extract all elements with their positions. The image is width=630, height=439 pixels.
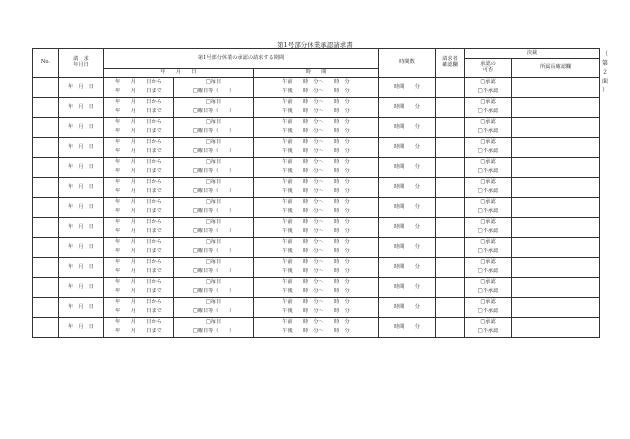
row-no[interactable] xyxy=(33,238,59,258)
form-title: 第1号部分休業承認請求書 xyxy=(277,41,353,49)
approve-checkbox[interactable]: □承認 xyxy=(465,198,512,208)
approve-checkbox[interactable]: □承認 xyxy=(465,218,512,228)
row-hours[interactable]: 時間 分 xyxy=(379,98,436,118)
reject-checkbox[interactable]: □不承認 xyxy=(465,168,512,178)
freq-weekday-checkbox[interactable]: □曜日等（ ） xyxy=(174,128,254,138)
row-supervisor-check[interactable] xyxy=(512,118,600,138)
row-request-date[interactable]: 年 月 日 xyxy=(59,318,104,338)
row-date-to[interactable]: 年 月 日まで xyxy=(104,168,174,178)
row-time-pm[interactable]: 午後 時 分～ 時 分 xyxy=(254,228,379,238)
row-supervisor-check[interactable] xyxy=(512,178,600,198)
row-no[interactable] xyxy=(33,318,59,338)
row-time-pm[interactable]: 午後 時 分～ 時 分 xyxy=(254,248,379,258)
header-supervisor: 所属長確認欄 xyxy=(512,59,600,78)
row-no[interactable] xyxy=(33,198,59,218)
table-row xyxy=(33,258,600,268)
header-request-date: 請 求 年月日 xyxy=(59,49,104,78)
approve-checkbox[interactable]: □承認 xyxy=(465,138,512,148)
row-time-am[interactable]: 午前 時 分～ 時 分 xyxy=(254,298,379,308)
row-hours[interactable]: 時間 分 xyxy=(379,278,436,298)
header-period: 第1号部分休業の承認の請求する期間 xyxy=(104,49,379,69)
row-time-am[interactable]: 午前 時 分～ 時 分 xyxy=(254,198,379,208)
row-requester-check[interactable] xyxy=(436,278,465,298)
row-date-from[interactable]: 年 月 日から xyxy=(104,98,174,108)
row-time-pm[interactable]: 午後 時 分～ 時 分 xyxy=(254,148,379,158)
row-date-from[interactable]: 年 月 日から xyxy=(104,158,174,168)
approve-checkbox[interactable]: □承認 xyxy=(465,158,512,168)
table-row xyxy=(33,298,600,308)
approve-checkbox[interactable]: □承認 xyxy=(465,318,512,328)
row-hours[interactable]: 時間 分 xyxy=(379,178,436,198)
row-time-pm[interactable]: 午後 時 分～ 時 分 xyxy=(254,88,379,98)
freq-everyday-checkbox[interactable]: □毎日 xyxy=(174,78,254,88)
row-date-from[interactable]: 年 月 日から xyxy=(104,278,174,288)
table-row xyxy=(33,138,600,148)
table-row xyxy=(33,78,600,88)
header-time-sub: 時 間 xyxy=(254,69,379,78)
row-time-am[interactable]: 午前 時 分～ 時 分 xyxy=(254,118,379,128)
row-time-am[interactable]: 午前 時 分～ 時 分 xyxy=(254,278,379,288)
row-time-am[interactable]: 午前 時 分～ 時 分 xyxy=(254,178,379,188)
row-time-pm[interactable]: 午後 時 分～ 時 分 xyxy=(254,168,379,178)
row-time-am[interactable]: 午前 時 分～ 時 分 xyxy=(254,218,379,228)
freq-weekday-checkbox[interactable]: □曜日等（ ） xyxy=(174,288,254,298)
freq-everyday-checkbox[interactable]: □毎日 xyxy=(174,118,254,128)
reject-checkbox[interactable]: □不承認 xyxy=(465,308,512,318)
table-row xyxy=(33,318,600,328)
row-time-am[interactable]: 午前 時 分～ 時 分 xyxy=(254,138,379,148)
freq-weekday-checkbox[interactable]: □曜日等（ ） xyxy=(174,108,254,118)
freq-everyday-checkbox[interactable]: □毎日 xyxy=(174,278,254,288)
row-no[interactable] xyxy=(33,98,59,118)
freq-everyday-checkbox[interactable]: □毎日 xyxy=(174,178,254,188)
freq-everyday-checkbox[interactable]: □毎日 xyxy=(174,198,254,208)
row-supervisor-check[interactable] xyxy=(512,158,600,178)
row-date-to[interactable]: 年 月 日まで xyxy=(104,228,174,238)
row-requester-check[interactable] xyxy=(436,258,465,278)
row-time-pm[interactable]: 午後 時 分～ 時 分 xyxy=(254,188,379,198)
table-row xyxy=(33,278,600,288)
row-supervisor-check[interactable] xyxy=(512,98,600,118)
row-request-date[interactable]: 年 月 日 xyxy=(59,278,104,298)
row-requester-check[interactable] xyxy=(436,198,465,218)
row-no[interactable] xyxy=(33,218,59,238)
row-supervisor-check[interactable] xyxy=(512,318,600,338)
row-time-am[interactable]: 午前 時 分～ 時 分 xyxy=(254,258,379,268)
freq-weekday-checkbox[interactable]: □曜日等（ ） xyxy=(174,228,254,238)
row-requester-check[interactable] xyxy=(436,298,465,318)
row-date-from[interactable]: 年 月 日から xyxy=(104,138,174,148)
row-requester-check[interactable] xyxy=(436,238,465,258)
freq-weekday-checkbox[interactable]: □曜日等（ ） xyxy=(174,88,254,98)
row-no[interactable] xyxy=(33,298,59,318)
row-no[interactable] xyxy=(33,78,59,98)
reject-checkbox[interactable]: □不承認 xyxy=(465,88,512,98)
table-row xyxy=(33,178,600,188)
header-no: No. xyxy=(33,49,59,78)
freq-weekday-checkbox[interactable]: □曜日等（ ） xyxy=(174,268,254,278)
row-date-from[interactable]: 年 月 日から xyxy=(104,258,174,268)
row-hours[interactable]: 時間 分 xyxy=(379,158,436,178)
freq-everyday-checkbox[interactable]: □毎日 xyxy=(174,138,254,148)
freq-weekday-checkbox[interactable]: □曜日等（ ） xyxy=(174,308,254,318)
table-row xyxy=(33,198,600,208)
row-date-from[interactable]: 年 月 日から xyxy=(104,238,174,248)
freq-everyday-checkbox[interactable]: □毎日 xyxy=(174,298,254,308)
approve-checkbox[interactable]: □承認 xyxy=(465,78,512,88)
row-supervisor-check[interactable] xyxy=(512,238,600,258)
row-hours[interactable]: 時間 分 xyxy=(379,298,436,318)
row-date-to[interactable]: 年 月 日まで xyxy=(104,288,174,298)
approve-checkbox[interactable]: □承認 xyxy=(465,278,512,288)
row-date-to[interactable]: 年 月 日まで xyxy=(104,268,174,278)
reject-checkbox[interactable]: □不承認 xyxy=(465,188,512,198)
row-supervisor-check[interactable] xyxy=(512,278,600,298)
row-time-pm[interactable]: 午後 時 分～ 時 分 xyxy=(254,328,379,338)
row-request-date[interactable]: 年 月 日 xyxy=(59,138,104,158)
row-supervisor-check[interactable] xyxy=(512,198,600,218)
row-date-to[interactable]: 年 月 日まで xyxy=(104,248,174,258)
header-date-sub: 年 月 日 xyxy=(104,69,254,78)
approve-checkbox[interactable]: □承認 xyxy=(465,178,512,188)
approve-checkbox[interactable]: □承認 xyxy=(465,258,512,268)
row-time-pm[interactable]: 午後 時 分～ 時 分 xyxy=(254,108,379,118)
row-time-am[interactable]: 午前 時 分～ 時 分 xyxy=(254,318,379,328)
reject-checkbox[interactable]: □不承認 xyxy=(465,108,512,118)
row-hours[interactable]: 時間 分 xyxy=(379,218,436,238)
reject-checkbox[interactable]: □不承認 xyxy=(465,208,512,218)
row-time-am[interactable]: 午前 時 分～ 時 分 xyxy=(254,98,379,108)
row-time-am[interactable]: 午前 時 分～ 時 分 xyxy=(254,158,379,168)
row-date-to[interactable]: 年 月 日まで xyxy=(104,128,174,138)
row-date-from[interactable]: 年 月 日から xyxy=(104,118,174,128)
table-row xyxy=(33,98,600,108)
row-supervisor-check[interactable] xyxy=(512,298,600,318)
request-table xyxy=(32,48,600,338)
approve-checkbox[interactable]: □承認 xyxy=(465,298,512,308)
row-time-pm[interactable]: 午後 時 分～ 時 分 xyxy=(254,268,379,278)
freq-everyday-checkbox[interactable]: □毎日 xyxy=(174,318,254,328)
header-hours: 時間数 xyxy=(379,49,436,78)
row-request-date[interactable]: 年 月 日 xyxy=(59,298,104,318)
row-requester-check[interactable] xyxy=(436,98,465,118)
row-hours[interactable]: 時間 分 xyxy=(379,118,436,138)
reject-checkbox[interactable]: □不承認 xyxy=(465,128,512,138)
reject-checkbox[interactable]: □不承認 xyxy=(465,248,512,258)
row-requester-check[interactable] xyxy=(436,178,465,198)
row-request-date[interactable]: 年 月 日 xyxy=(59,78,104,98)
row-hours[interactable]: 時間 分 xyxy=(379,198,436,218)
row-time-am[interactable]: 午前 時 分～ 時 分 xyxy=(254,238,379,248)
row-hours[interactable]: 時間 分 xyxy=(379,78,436,98)
row-requester-check[interactable] xyxy=(436,318,465,338)
row-request-date[interactable]: 年 月 日 xyxy=(59,98,104,118)
freq-everyday-checkbox[interactable]: □毎日 xyxy=(174,218,254,228)
row-time-pm[interactable]: 午後 時 分～ 時 分 xyxy=(254,208,379,218)
reject-checkbox[interactable]: □不承認 xyxy=(465,328,512,338)
row-date-to[interactable]: 年 月 日まで xyxy=(104,148,174,158)
freq-weekday-checkbox[interactable]: □曜日等（ ） xyxy=(174,168,254,178)
row-requester-check[interactable] xyxy=(436,158,465,178)
approve-checkbox[interactable]: □承認 xyxy=(465,98,512,108)
row-requester-check[interactable] xyxy=(436,138,465,158)
table-row xyxy=(33,118,600,128)
row-request-date[interactable]: 年 月 日 xyxy=(59,198,104,218)
freq-everyday-checkbox[interactable]: □毎日 xyxy=(174,258,254,268)
freq-everyday-checkbox[interactable]: □毎日 xyxy=(174,238,254,248)
table-row xyxy=(33,238,600,248)
row-hours[interactable]: 時間 分 xyxy=(379,318,436,338)
row-no[interactable] xyxy=(33,178,59,198)
row-no[interactable] xyxy=(33,118,59,138)
reject-checkbox[interactable]: □不承認 xyxy=(465,288,512,298)
row-date-to[interactable]: 年 月 日まで xyxy=(104,208,174,218)
row-supervisor-check[interactable] xyxy=(512,258,600,278)
reject-checkbox[interactable]: □不承認 xyxy=(465,228,512,238)
row-request-date[interactable]: 年 月 日 xyxy=(59,118,104,138)
freq-everyday-checkbox[interactable]: □毎日 xyxy=(174,98,254,108)
header-requester-check: 請求者 確認欄 xyxy=(436,49,465,78)
row-date-to[interactable]: 年 月 日まで xyxy=(104,328,174,338)
row-request-date[interactable]: 年 月 日 xyxy=(59,218,104,238)
row-date-from[interactable]: 年 月 日から xyxy=(104,318,174,328)
row-request-date[interactable]: 年 月 日 xyxy=(59,158,104,178)
row-date-to[interactable]: 年 月 日まで xyxy=(104,308,174,318)
freq-weekday-checkbox[interactable]: □曜日等（ ） xyxy=(174,208,254,218)
page-side-label: （ 第 ２ 面 ） xyxy=(601,51,608,94)
row-supervisor-check[interactable] xyxy=(512,78,600,98)
freq-weekday-checkbox[interactable]: □曜日等（ ） xyxy=(174,188,254,198)
row-date-from[interactable]: 年 月 日から xyxy=(104,298,174,308)
freq-weekday-checkbox[interactable]: □曜日等（ ） xyxy=(174,148,254,158)
row-request-date[interactable]: 年 月 日 xyxy=(59,238,104,258)
row-time-pm[interactable]: 午後 時 分～ 時 分 xyxy=(254,308,379,318)
reject-checkbox[interactable]: □不承認 xyxy=(465,148,512,158)
reject-checkbox[interactable]: □不承認 xyxy=(465,268,512,278)
row-no[interactable] xyxy=(33,278,59,298)
row-hours[interactable]: 時間 分 xyxy=(379,138,436,158)
approve-checkbox[interactable]: □承認 xyxy=(465,238,512,248)
row-date-from[interactable]: 年 月 日から xyxy=(104,178,174,188)
table-row xyxy=(33,218,600,228)
row-request-date[interactable]: 年 月 日 xyxy=(59,178,104,198)
row-supervisor-check[interactable] xyxy=(512,218,600,238)
row-date-to[interactable]: 年 月 日まで xyxy=(104,88,174,98)
row-date-from[interactable]: 年 月 日から xyxy=(104,78,174,88)
row-requester-check[interactable] xyxy=(436,118,465,138)
row-hours[interactable]: 時間 分 xyxy=(379,238,436,258)
freq-everyday-checkbox[interactable]: □毎日 xyxy=(174,158,254,168)
freq-weekday-checkbox[interactable]: □曜日等（ ） xyxy=(174,328,254,338)
header-decision: 決裁 xyxy=(465,49,600,59)
row-time-pm[interactable]: 午後 時 分～ 時 分 xyxy=(254,128,379,138)
table-row xyxy=(33,158,600,168)
row-requester-check[interactable] xyxy=(436,218,465,238)
row-date-from[interactable]: 年 月 日から xyxy=(104,218,174,228)
row-no[interactable] xyxy=(33,258,59,278)
row-supervisor-check[interactable] xyxy=(512,138,600,158)
row-date-to[interactable]: 年 月 日まで xyxy=(104,108,174,118)
row-date-from[interactable]: 年 月 日から xyxy=(104,198,174,208)
row-no[interactable] xyxy=(33,158,59,178)
row-request-date[interactable]: 年 月 日 xyxy=(59,258,104,278)
row-no[interactable] xyxy=(33,138,59,158)
row-requester-check[interactable] xyxy=(436,78,465,98)
approve-checkbox[interactable]: □承認 xyxy=(465,118,512,128)
header-approval: 承認の 可否 xyxy=(465,59,512,78)
row-time-am[interactable]: 午前 時 分～ 時 分 xyxy=(254,78,379,88)
row-date-to[interactable]: 年 月 日まで xyxy=(104,188,174,198)
row-time-pm[interactable]: 午後 時 分～ 時 分 xyxy=(254,288,379,298)
row-hours[interactable]: 時間 分 xyxy=(379,258,436,278)
freq-weekday-checkbox[interactable]: □曜日等（ ） xyxy=(174,248,254,258)
